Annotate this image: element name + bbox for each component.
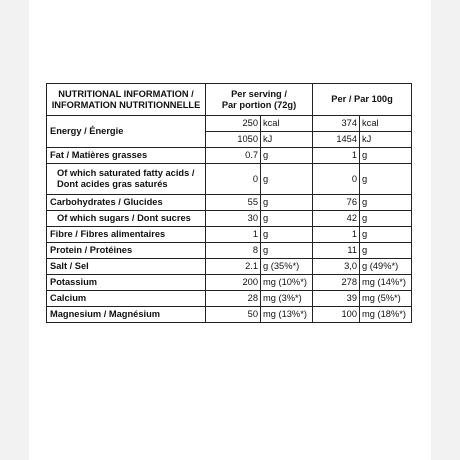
cell-serving-unit: g — [261, 148, 313, 164]
cell-serving-unit: g (35%*) — [261, 259, 313, 275]
cell-per100-unit: g (49%*) — [360, 259, 412, 275]
cell-energy-kj-serving-unit: kJ — [261, 132, 313, 148]
table-row — [47, 307, 412, 323]
cell-serving-value: 0 — [206, 164, 261, 195]
cell-serving-unit: mg (3%*) — [261, 291, 313, 307]
cell-per100-value: 3,0 — [313, 259, 360, 275]
cell-energy-kj-per100-unit: kJ — [360, 132, 412, 148]
nutrition-label-page — [29, 0, 431, 460]
cell-serving-unit: g — [261, 227, 313, 243]
cell-per100-value: 0 — [313, 164, 360, 195]
cell-per100-unit: g — [360, 148, 412, 164]
cell-energy-kcal-per100-unit: kcal — [360, 116, 412, 132]
cell-energy-kcal-serving-unit: kcal — [261, 116, 313, 132]
cell-per100-unit: g — [360, 227, 412, 243]
table-row — [47, 195, 412, 211]
row-label-sugars: Of which sugars / Dont sucres — [47, 211, 206, 227]
cell-serving-unit: g — [261, 164, 313, 195]
table-row — [47, 164, 412, 195]
cell-per100-unit: g — [360, 164, 412, 195]
table-row — [47, 211, 412, 227]
cell-energy-kcal-serving: 250 — [206, 116, 261, 132]
cell-serving-unit: mg (10%*) — [261, 275, 313, 291]
table-row — [47, 259, 412, 275]
cell-per100-unit: g — [360, 211, 412, 227]
row-label-calcium: Calcium — [47, 291, 206, 307]
cell-serving-value: 55 — [206, 195, 261, 211]
cell-per100-unit: g — [360, 195, 412, 211]
cell-per100-value: 76 — [313, 195, 360, 211]
cell-energy-kj-serving: 1050 — [206, 132, 261, 148]
table-row — [47, 243, 412, 259]
row-label-potassium: Potassium — [47, 275, 206, 291]
cell-serving-value: 28 — [206, 291, 261, 307]
cell-per100-value: 42 — [313, 211, 360, 227]
row-label-magnesium: Magnesium / Magnésium — [47, 307, 206, 323]
cell-per100-value: 100 — [313, 307, 360, 323]
nutrition-table — [46, 83, 412, 323]
cell-serving-unit: g — [261, 243, 313, 259]
cell-per100-unit: mg (5%*) — [360, 291, 412, 307]
cell-per100-value: 11 — [313, 243, 360, 259]
cell-serving-value: 2.1 — [206, 259, 261, 275]
cell-serving-value: 200 — [206, 275, 261, 291]
cell-serving-value: 30 — [206, 211, 261, 227]
row-label-saturated-fat: Of which saturated fatty acids / Dont acides gras saturés — [47, 164, 206, 195]
cell-per100-unit: g — [360, 243, 412, 259]
table-row — [47, 227, 412, 243]
cell-serving-value: 8 — [206, 243, 261, 259]
header-nutritional-information: NUTRITIONAL INFORMATION / INFORMATION NUTRITIONNELLE — [47, 84, 206, 116]
cell-per100-unit: mg (14%*) — [360, 275, 412, 291]
table-row — [47, 291, 412, 307]
cell-serving-value: 50 — [206, 307, 261, 323]
cell-per100-value: 1 — [313, 227, 360, 243]
row-label-carbohydrates: Carbohydrates / Glucides — [47, 195, 206, 211]
table-row — [47, 148, 412, 164]
cell-per100-unit: mg (18%*) — [360, 307, 412, 323]
cell-energy-kcal-per100: 374 — [313, 116, 360, 132]
cell-serving-value: 1 — [206, 227, 261, 243]
cell-serving-unit: mg (13%*) — [261, 307, 313, 323]
cell-energy-kj-per100: 1454 — [313, 132, 360, 148]
cell-per100-value: 1 — [313, 148, 360, 164]
table-row — [47, 116, 412, 132]
row-label-salt: Salt / Sel — [47, 259, 206, 275]
row-label-energy: Energy / Énergie — [47, 116, 206, 148]
table-row — [47, 275, 412, 291]
table-header-row — [47, 84, 412, 116]
cell-per100-value: 39 — [313, 291, 360, 307]
row-label-protein: Protein / Protéines — [47, 243, 206, 259]
cell-serving-unit: g — [261, 195, 313, 211]
header-per-serving: Per serving / Par portion (72g) — [206, 84, 313, 116]
row-label-fibre: Fibre / Fibres alimentaires — [47, 227, 206, 243]
cell-serving-value: 0.7 — [206, 148, 261, 164]
row-label-fat: Fat / Matières grasses — [47, 148, 206, 164]
cell-serving-unit: g — [261, 211, 313, 227]
cell-per100-value: 278 — [313, 275, 360, 291]
header-per-100g: Per / Par 100g — [313, 84, 412, 116]
